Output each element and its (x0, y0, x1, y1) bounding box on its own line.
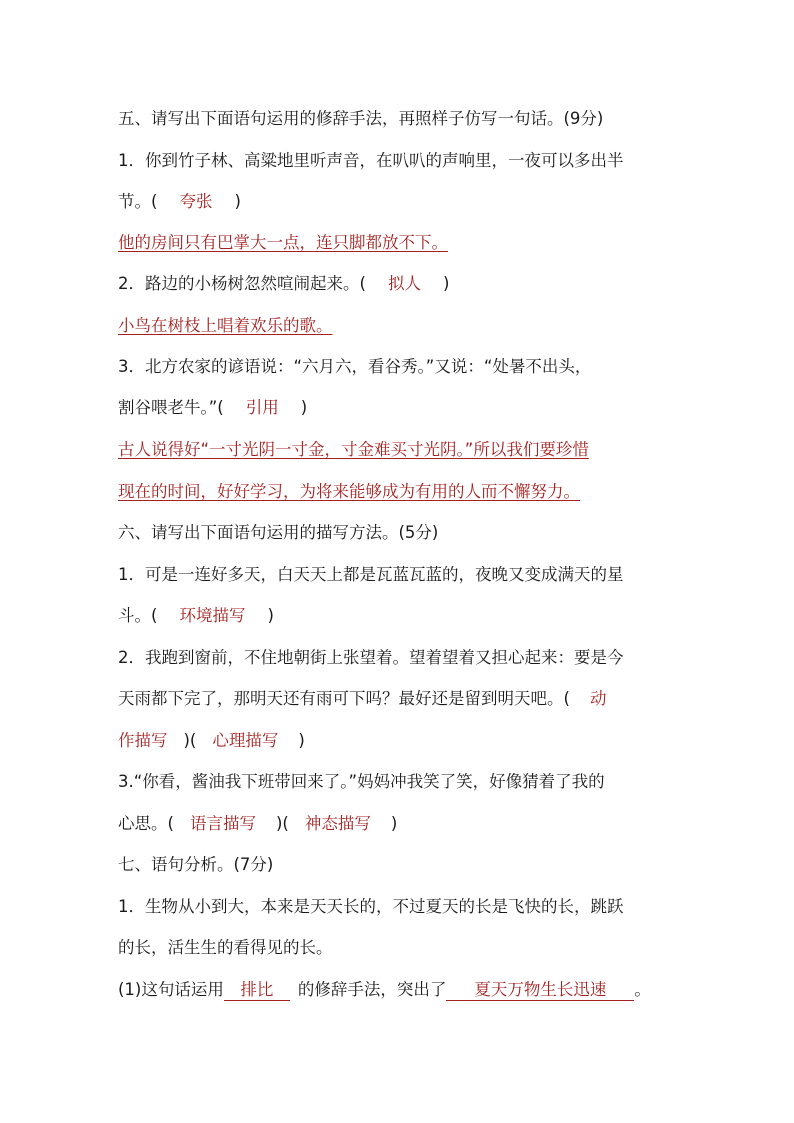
s5-q2-example: 小鸟在树枝上唱着欢乐的歌。 (118, 316, 333, 335)
s5-q2-suffix: ) (442, 274, 450, 293)
s7-q1-sub1 (118, 979, 688, 1001)
s5-q1-line2 (118, 191, 688, 213)
s6-q2-mid: )( (183, 731, 197, 750)
s6-q1-answer: 环境描写 (179, 606, 246, 625)
s6-q2-line1: 2．我跑到窗前，不住地朝街上张望着。望着望着又担心起来：要是今 (118, 648, 624, 667)
s6-q3-mid: )( (275, 814, 289, 833)
s5-q2-line (118, 273, 688, 295)
s6-q3-answer2: 神态描写 (304, 814, 371, 833)
s7-q1-sub1-end: 。 (634, 980, 651, 999)
section-6-heading: 六、请写出下面语句运用的描写方法。(5分) (118, 523, 439, 542)
s7-q1-sub1-prefix: (1)这句话运用 (118, 980, 224, 999)
s5-q3-prefix: 割谷喂老牛。”( (118, 398, 224, 417)
s5-q2-answer: 拟人 (387, 274, 421, 293)
s7-q1-blank1: 排比 (224, 980, 290, 1001)
section-5-heading: 五、请写出下面语句运用的修辞手法，再照样子仿写一句话。(9分) (118, 109, 604, 128)
s7-q1-line1: 1．生物从小到大，本来是天天长的，不过夏天的长是飞快的长，跳跃 (118, 897, 624, 916)
s5-q3-suffix: ) (300, 398, 308, 417)
s6-q2-answer2: 心理描写 (212, 731, 279, 750)
s5-q3-example-line2: 现在的时间，好好学习，为将来能够成为有用的人而不懈努力。 (118, 482, 580, 501)
s6-q3-line2 (118, 813, 688, 835)
s6-q1-line2 (118, 605, 688, 627)
s6-q2-line2 (118, 688, 688, 710)
s6-q2-end: ) (298, 731, 305, 750)
s5-q1-prefix: 节。( (118, 192, 158, 211)
s6-q2-answer1-part2: 作描写 (118, 731, 168, 750)
s7-q1-blank2: 夏天万物生长迅速 (446, 980, 634, 1001)
s5-q3-example-line1: 古人说得好“一寸光阴一寸金，寸金难买寸光阴。”所以我们要珍惜 (118, 440, 589, 459)
s5-q1-suffix: ) (234, 192, 241, 211)
s6-q3-prefix: 心思。( (118, 814, 174, 833)
s6-q2-answer1-part1: 动 (589, 689, 607, 708)
s6-q3-line1: 3.“你看，酱油我下班带回来了。”妈妈冲我笑了笑，好像猜着了我的 (118, 772, 605, 791)
s6-q2-line2-text: 天雨都下完了，那明天还有雨可下吗？最好还是留到明天吧。( (118, 689, 570, 708)
s5-q1-answer: 夸张 (179, 192, 213, 211)
section-7-heading: 七、语句分析。(7分) (118, 855, 274, 874)
s5-q1-example: 他的房间只有巴掌大一点，连只脚都放不下。 (118, 233, 448, 252)
s7-q1-line2: 的长，活生生的看得见的长。 (118, 938, 333, 957)
s6-q2-line3 (118, 730, 688, 752)
s5-q3-answer: 引用 (245, 398, 279, 417)
s6-q1-suffix: ) (267, 606, 274, 625)
s5-q2-text: 2．路边的小杨树忽然喧闹起来。( (118, 274, 366, 293)
s5-q3-line2 (118, 397, 688, 419)
s6-q1-line1: 1．可是一连好多天，白天天上都是瓦蓝瓦蓝的，夜晚又变成满天的星 (118, 565, 624, 584)
s5-q1-line1: 1．你到竹子林、高粱地里听声音，在叭叭的声响里，一夜可以多出半 (118, 151, 624, 170)
s7-q1-sub1-mid: 的修辞手法，突出了 (297, 980, 447, 999)
s5-q3-line1: 3．北方农家的谚语说：“六月六，看谷秀。”又说：“处暑不出头， (118, 357, 592, 376)
s6-q3-answer1: 语言描写 (189, 814, 256, 833)
s6-q1-prefix: 斗。( (118, 606, 158, 625)
s6-q3-end: ) (390, 814, 398, 833)
